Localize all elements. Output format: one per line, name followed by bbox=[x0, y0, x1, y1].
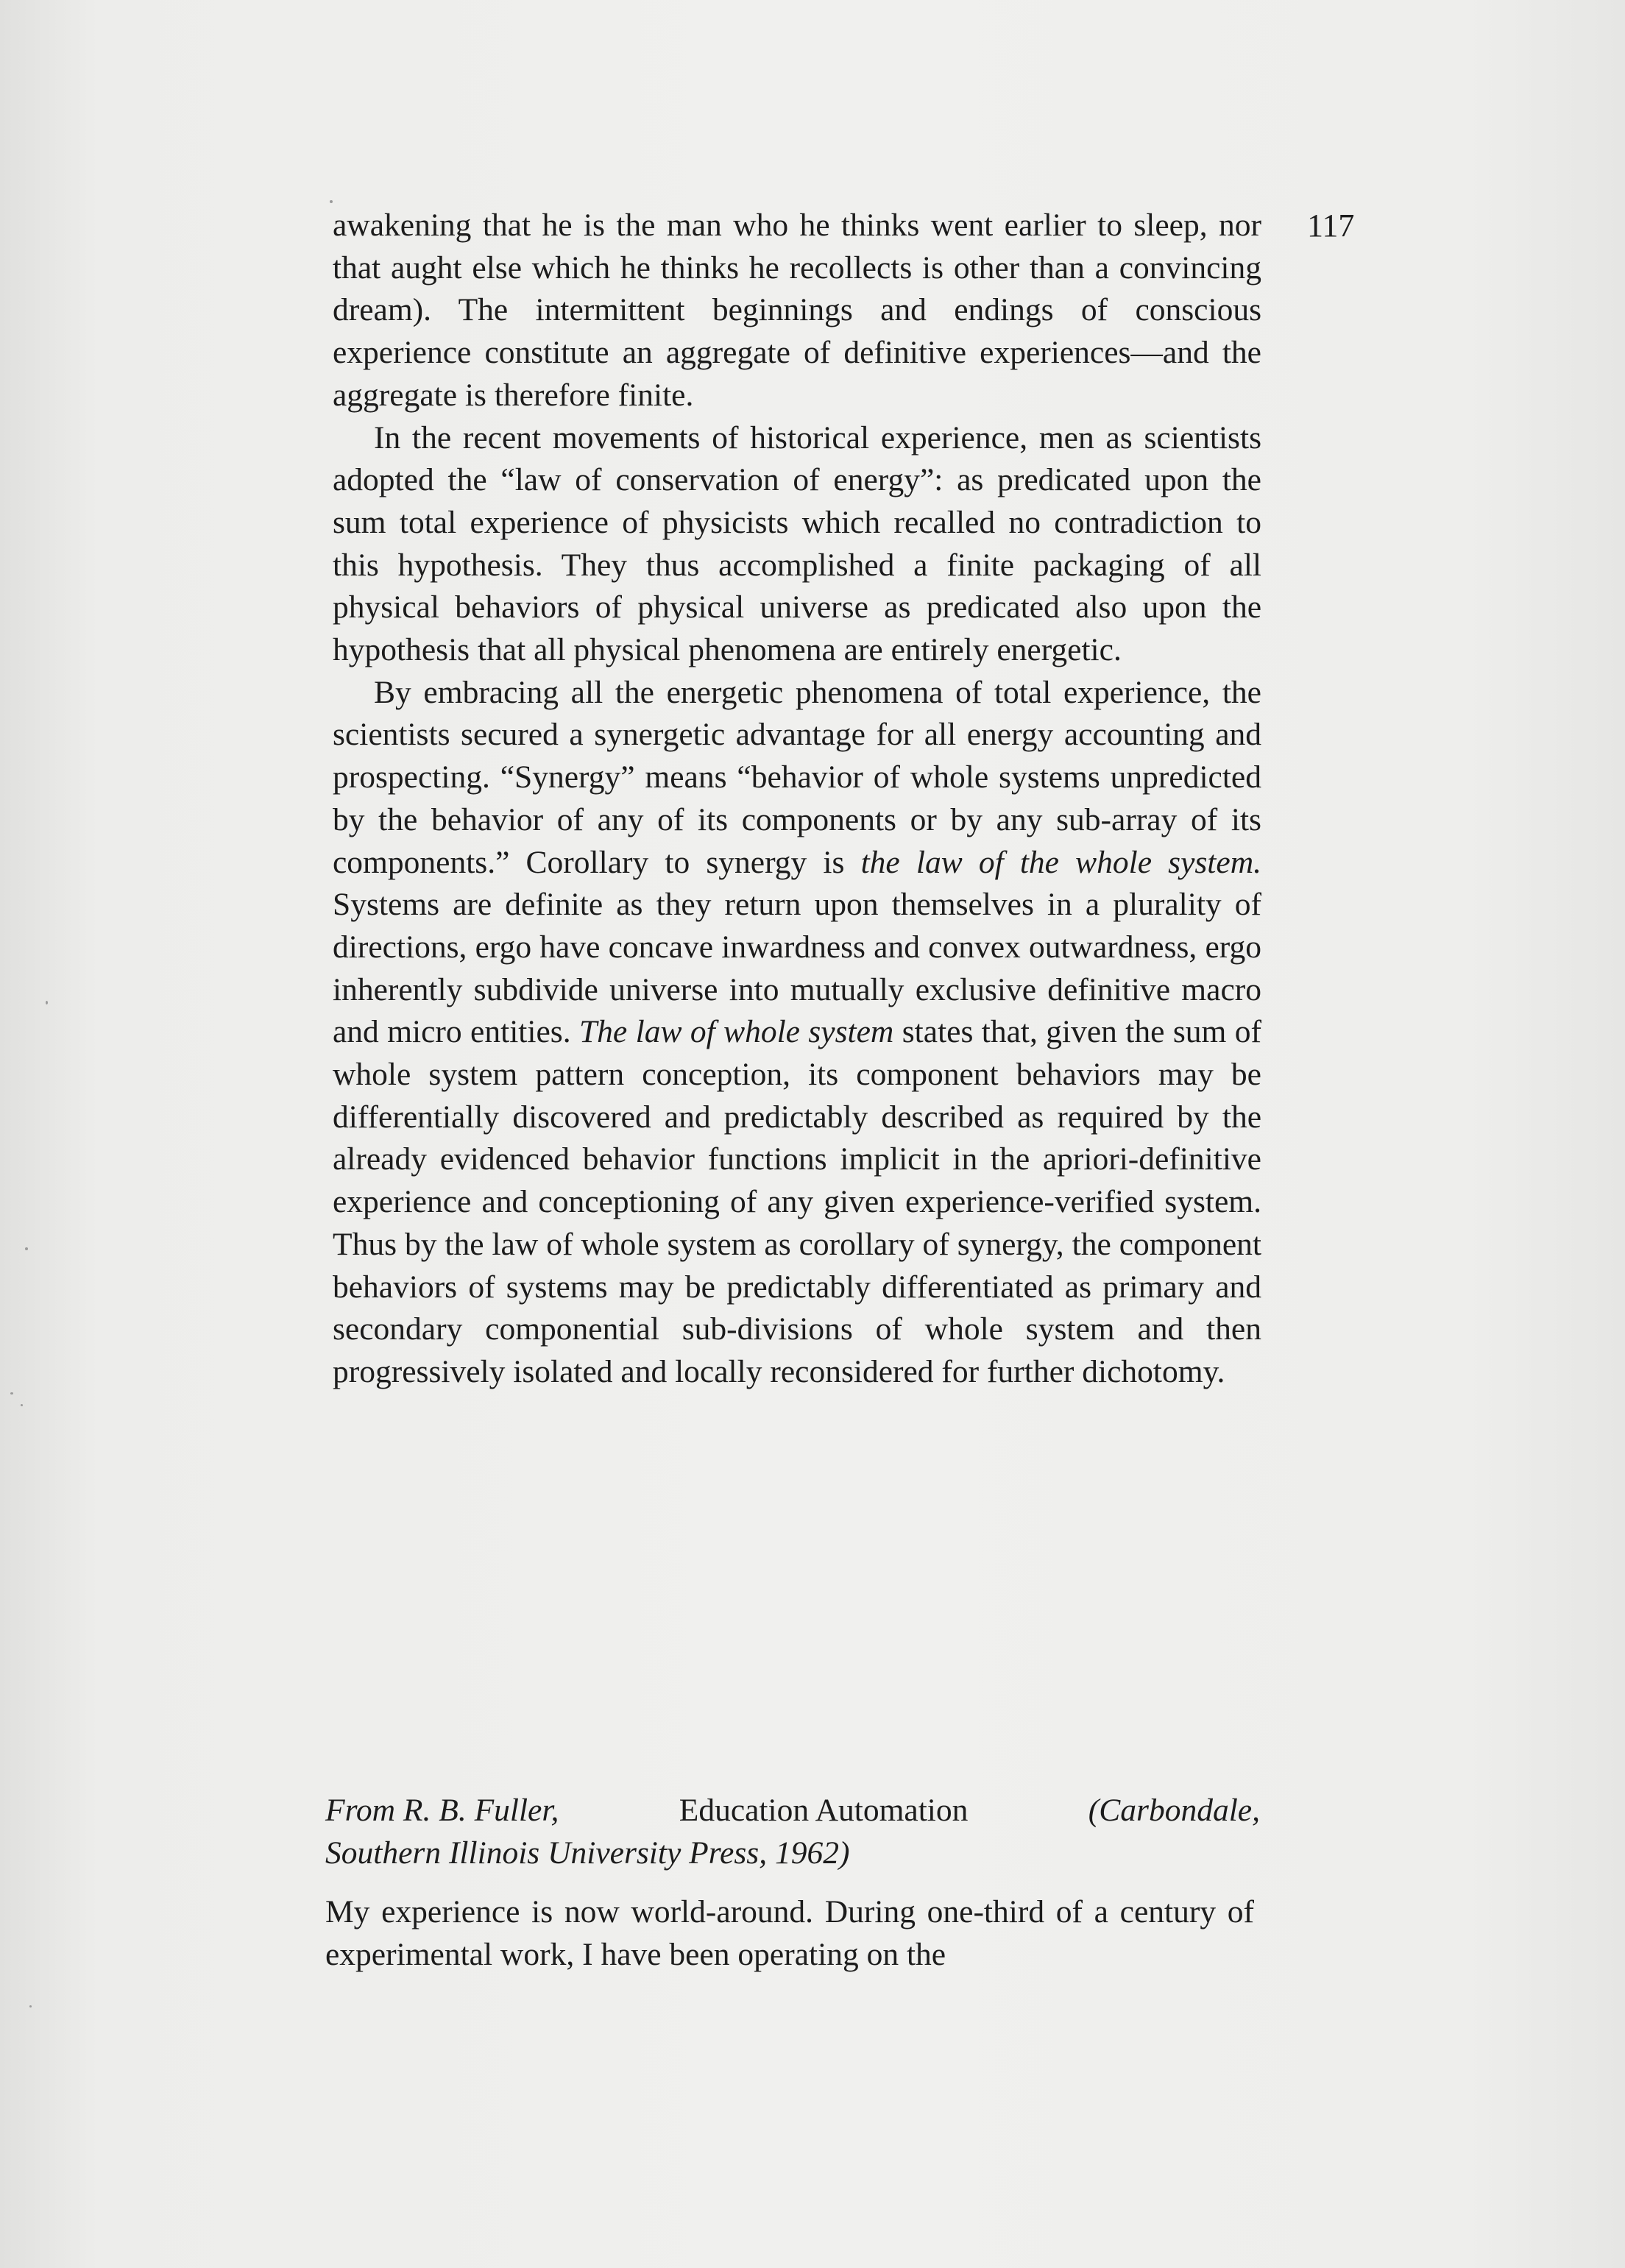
citation-title: Education Automation bbox=[679, 1793, 969, 1828]
paper-speck bbox=[29, 2005, 32, 2007]
paragraph-3-text-b: Systems are definite as they return upon themselves in a plurality of directions, ergo have concave inwardness and convex outwardness, ergo inherently subdivide universe into mutually exclusive definitive macro and micro entities. bbox=[333, 887, 1261, 1050]
body-text bbox=[333, 205, 1261, 1394]
paper-speck bbox=[46, 1001, 48, 1004]
citation-publisher-open: (Carbondale, bbox=[1088, 1793, 1260, 1828]
paragraph-3-text-c: states that, given the sum of whole system pattern conception, its component behaviors may be differentially discovered and predictably described as required by the already evidenced behavior functions implicit in the apriori-definitive experience and conceptioning of any given experience-verified system. Thus by the law of whole system as corollary of synergy, the component behaviors of systems may be predictably differentiated as primary and secondary componential sub-divisions of whole system and then progressively isolated and locally reconsidered for further dichotomy. bbox=[333, 1014, 1261, 1389]
citation-line-1 bbox=[325, 1790, 1260, 1832]
paragraph-3-text-a: By embracing all the energetic phenomena of total experience, the scientists secured a synergetic advantage for all energy accounting and prospecting. “Synergy” means “behavior of whole systems unpredicted by the behavior of any of its components or by any sub-array of its components.” Corollary to synergy is bbox=[333, 674, 1261, 880]
paragraph-1 bbox=[333, 205, 1261, 417]
italic-law-of-whole-system: the law of the whole system. bbox=[860, 844, 1261, 880]
source-citation bbox=[325, 1790, 1260, 1874]
paragraph-3 bbox=[333, 672, 1261, 1394]
paper-speck bbox=[25, 1247, 28, 1250]
paragraph-1-text: awakening that he is the man who he thinks went earlier to sleep, nor that aught else which he thinks he recollects is other than a convincing dream). The intermittent beginnings and endings of conscious experience constitute an aggregate of definitive experiences—and the aggregate is therefore finite. bbox=[333, 208, 1261, 413]
paragraph-2-text: In the recent movements of historical experience, men as scientists adopted the “law of conservation of energy”: as predicated upon the sum total experience of physicists which recalled no contradiction to this hypothesis. They thus accomplished a finite packaging of all physical behaviors of physical universe as predicated also upon the hypothesis that all physical phenomena are entirely energetic. bbox=[333, 419, 1261, 668]
excerpt-text bbox=[325, 1891, 1254, 1976]
paper-speck bbox=[330, 200, 333, 203]
page-number: 117 bbox=[1307, 208, 1355, 244]
paper-speck bbox=[10, 1392, 13, 1395]
italic-law-of-whole-system-2: The law of whole system bbox=[578, 1014, 894, 1050]
citation-line-2 bbox=[325, 1832, 1260, 1875]
citation-author: From R. B. Fuller, bbox=[325, 1793, 559, 1828]
citation-publisher: Southern Illinois University Press, 1962) bbox=[325, 1835, 850, 1871]
paragraph-2 bbox=[333, 417, 1261, 672]
excerpt-paragraph: My experience is now world-around. During one-third of a century of experimental work, I have been operating on the bbox=[325, 1894, 1254, 1972]
paper-speck bbox=[21, 1404, 23, 1406]
